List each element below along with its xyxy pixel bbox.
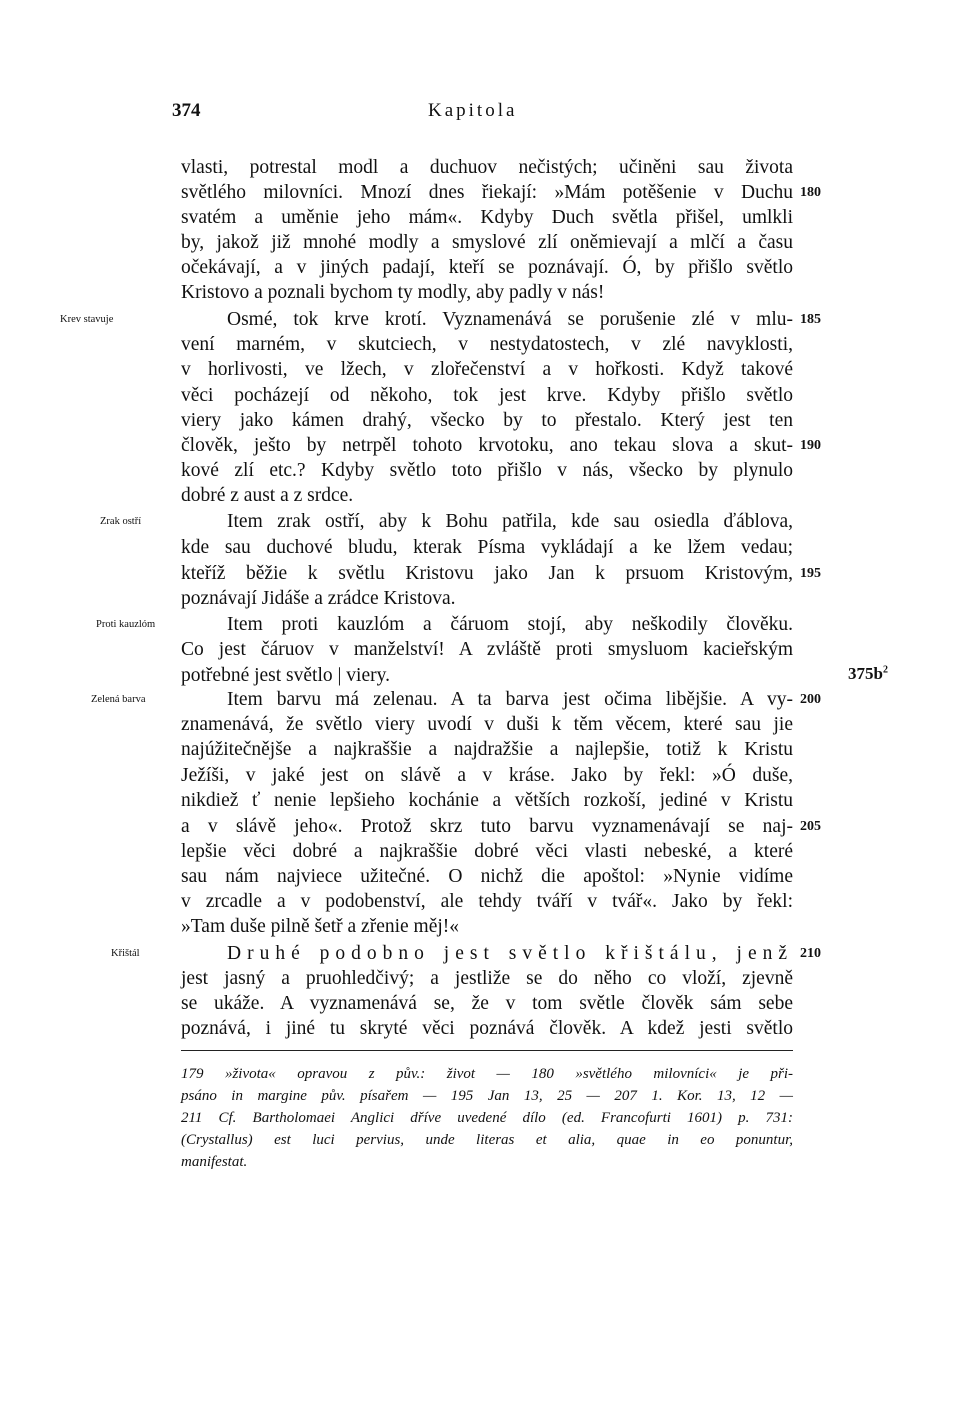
footnote-line: manifestat. [181,1154,248,1170]
line-number: 210 [800,946,821,961]
line-number: 195 [800,566,821,581]
body-line: Kristovo a poznali bychom ty modly, aby padly v nás! [181,282,605,303]
body-line: Osmé, tok krve krotí. Vyznamenává se porušenie zlé v mlu- [227,309,793,330]
body-line: světlého milovníci. Mnozí dnes řiekají: »Mám potěšenie v Duchu [181,182,793,203]
body-line: znamenává, že světlo viery uvodí v duši k těm věcem, které sau jie [181,714,793,735]
body-line: poznávají Jidáše a zrádce Kristova. [181,588,456,609]
running-title: Kapitola [428,100,518,121]
body-line: lepšie věci dobré a najkraššie dobré věci vlasti nebeské, a které [181,841,793,862]
body-line: a v slávě jeho«. Protož skrz tuto barvu vyznamenávají se naj- [181,816,793,837]
folio-text: 375b [848,664,883,683]
footnote-line: 211 Cf. Bartholomaei Anglici dříve uvedené dílo (ed. Francofurti 1601) p. 731: [181,1110,793,1126]
body-line: jest jasný a pruohledčivý; a jestliže se do něho co vloží, zjevně [181,968,793,989]
folio-superscript: 2 [882,664,888,676]
body-line: potřebné jest světlo | viery. [181,665,390,686]
body-line: Co jest čáruov v manželství! A zvláště proti smysluom kacieřským [181,639,793,660]
body-line: nikdiež ť nenie lepšieho kochánie a větších rozkoší, jediné v Kristu [181,790,793,811]
line-number: 190 [800,438,821,453]
body-line: se ukáže. A vyznamenává se, že v tom světle člověk sám sebe [181,993,793,1014]
body-line: sau nám najviece užitečné. O nichž die apoštol: »Nynie vidíme [181,866,793,887]
body-line: viery jako kámen drahý, všecko by to přestalo. Který jest ten [181,410,793,431]
line-number: 180 [800,185,821,200]
body-line: kde sau duchové bludu, kterak Písma vykládají a ke lžem vedau; [181,537,793,558]
body-line: očekávají, a v jiných padají, kteří se poznávají. Ó, by přišlo světlo [181,257,793,278]
body-line: poznává, i jiné tu skryté věci poznává člověk. A kdež jesti světlo [181,1018,793,1039]
body-line: dobré z aust a z srdce. [181,485,354,506]
line-number: 200 [800,692,821,707]
line-number: 205 [800,819,821,834]
margin-note: Křištál [111,948,140,959]
margin-note: Zrak ostří [100,516,142,527]
body-line: vení marném, v skutciech, v nestydatostech, v zlé navyklosti, [181,334,793,355]
margin-note: Krev stavuje [60,314,114,325]
body-line: by, jakož již mnohé modly a smyslové zlí oněmievají a mlčí a času [181,232,793,253]
body-line: člověk, ješto by netrpěl tohoto krvotoku, ano tekau slova a skut- [181,435,793,456]
body-line: svatém a uměnie jeho mám«. Kdyby Duch světla přišel, umlkli [181,207,793,228]
body-line: Druhé podobno jest světlo křištálu, jenž [227,943,793,964]
body-line: najúžitečnějše a najkraššie a najdražšie a najlepšie, totiž k Kristu [181,739,793,760]
footnote-line: (Crystallus) est luci pervius, unde literas et alia, quae in eo ponuntur, [181,1132,793,1148]
margin-note: Zelená barva [91,694,146,705]
page-number: 374 [172,100,201,121]
line-number: 185 [800,312,821,327]
footnote-line: 179 »života« opravou z pův.: život — 180 »světlého milovníci« je při- [181,1066,793,1082]
body-line: Item zrak ostří, aby k Bohu patřila, kde sau osiedla ďáblova, [227,511,793,532]
folio-marker [848,664,888,684]
body-line: Ježíši, v jaké jest on slávě a v kráse. Jako by řekl: »Ó duše, [181,765,793,786]
body-line: Item barvu má zelenau. A ta barva jest očima libějšie. A vy- [227,689,793,710]
body-line: v zrcadle a v podobenství, ale tehdy tváří v tvář«. Jako by řekl: [181,891,793,912]
body-line: kteříž běžie k světlu Kristovu jako Jan k prsuom Kristovým, [181,563,793,584]
body-line: vlasti, potrestal modl a duchuov nečistých; učiněni sau života [181,157,793,178]
body-line: Item proti kauzlóm a čáruom stojí, aby neškodily člověku. [227,614,793,635]
body-line: věci pocházejí od někoho, tok jest krve. Kdyby přišlo světlo [181,385,793,406]
footnote-rule [181,1050,793,1051]
footnote-line: psáno in margine pův. písařem — 195 Jan 13, 25 — 207 1. Kor. 13, 12 — [181,1088,793,1104]
body-line: v horlivosti, ve lžech, v zlořečenství a v hořkosti. Když takové [181,359,793,380]
margin-note: Proti kauzlóm [96,619,156,630]
body-line: kové zlí etc.? Kdyby světlo toto přišlo v nás, všecko by plynulo [181,460,793,481]
body-line: »Tam duše pilně šetř a zřenie měj!« [181,916,460,937]
